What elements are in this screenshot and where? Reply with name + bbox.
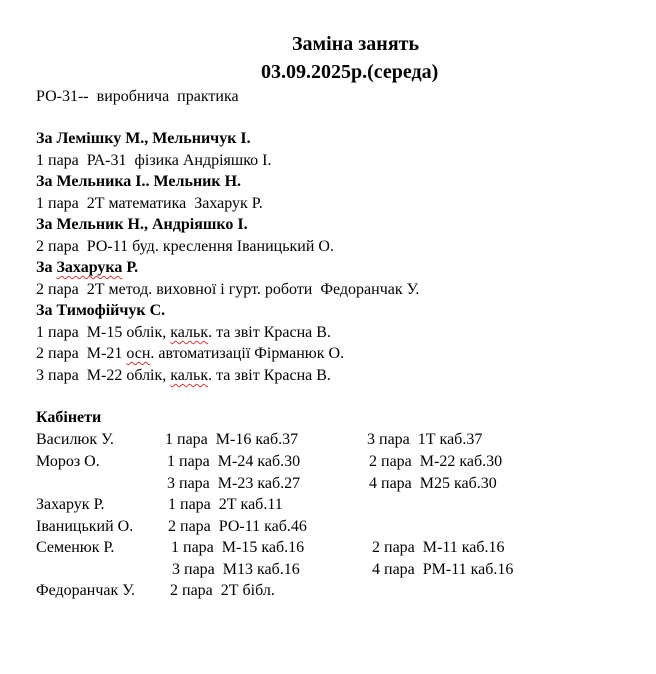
group-line: 2 пара 2Т метод. виховної і гурт. роботи Федоранчак У.: [36, 281, 420, 298]
line-abbrev: кальк: [170, 367, 209, 384]
line-part: . та звіт Красна В.: [208, 367, 331, 384]
practice-note: РО-31-- виробнича практика: [36, 88, 239, 105]
group-header: За Мельник Н., Андріяшко І.: [36, 216, 248, 233]
line-abbrev: осн: [126, 345, 151, 362]
line-part: 2 пара М-21: [36, 345, 127, 362]
cabinet-teacher: Семенюк Р.: [36, 539, 115, 556]
cabinet-slot: 3 пара 1Т каб.37: [367, 431, 483, 448]
cabinet-teacher: Захарук Р.: [36, 496, 105, 513]
cabinet-teacher: Федоранчак У.: [36, 582, 135, 599]
cabinet-teacher: Мороз О.: [36, 453, 100, 470]
cabinet-slot: 2 пара РО-11 каб.46: [168, 518, 307, 535]
group-line: [36, 323, 331, 342]
line-part: . автоматизації Фірманюк О.: [150, 345, 345, 362]
line-part: . та звіт Красна В.: [208, 324, 331, 341]
cabinet-slot: 1 пара 2Т каб.11: [168, 496, 283, 513]
cabinet-slot: 4 пара М25 каб.30: [369, 475, 497, 492]
cabinet-slot: 1 пара М-24 каб.30: [167, 453, 301, 470]
group-line: [36, 366, 331, 385]
page-title: Заміна занять: [292, 33, 420, 55]
header-name: Захарука: [56, 259, 123, 276]
cabinet-slot: 2 пара М-22 каб.30: [369, 453, 503, 470]
group-line: 1 пара РА-31 фізика Андріяшко І.: [36, 152, 272, 169]
group-header: За Тимофійчук С.: [36, 302, 166, 319]
line-part: 3 пара М-22 облік,: [36, 367, 171, 384]
page-date: 03.09.2025р.(середа): [261, 61, 439, 83]
cabinet-slot: 4 пара РМ-11 каб.16: [372, 561, 514, 578]
group-line: 2 пара РО-11 буд. креслення Іваницький О.: [36, 238, 334, 255]
cabinets-header: Кабінети: [36, 409, 102, 426]
cabinet-slot: 2 пара 2Т бібл.: [170, 582, 275, 599]
header-prefix: За: [36, 259, 57, 276]
group-line: 1 пара 2Т математика Захарук Р.: [36, 195, 263, 212]
group-line: [36, 344, 344, 363]
group-header: За Мельника І.. Мельник Н.: [36, 173, 242, 190]
cabinet-teacher: Іваницький О.: [36, 518, 134, 535]
cabinet-slot: 3 пара М13 каб.16: [172, 561, 300, 578]
line-part: 1 пара М-15 облік,: [36, 324, 171, 341]
cabinet-teacher: Василюк У.: [36, 431, 114, 448]
group-header: [36, 258, 138, 277]
cabinet-slot: 1 пара М-16 каб.37: [165, 431, 299, 448]
cabinet-slot: 3 пара М-23 каб.27: [167, 475, 301, 492]
cabinet-slot: 2 пара М-11 каб.16: [372, 539, 505, 556]
line-abbrev: кальк: [170, 324, 209, 341]
header-suffix: Р.: [122, 259, 139, 276]
cabinet-slot: 1 пара М-15 каб.16: [171, 539, 305, 556]
group-header: За Лемішку М., Мельничук І.: [36, 130, 251, 147]
